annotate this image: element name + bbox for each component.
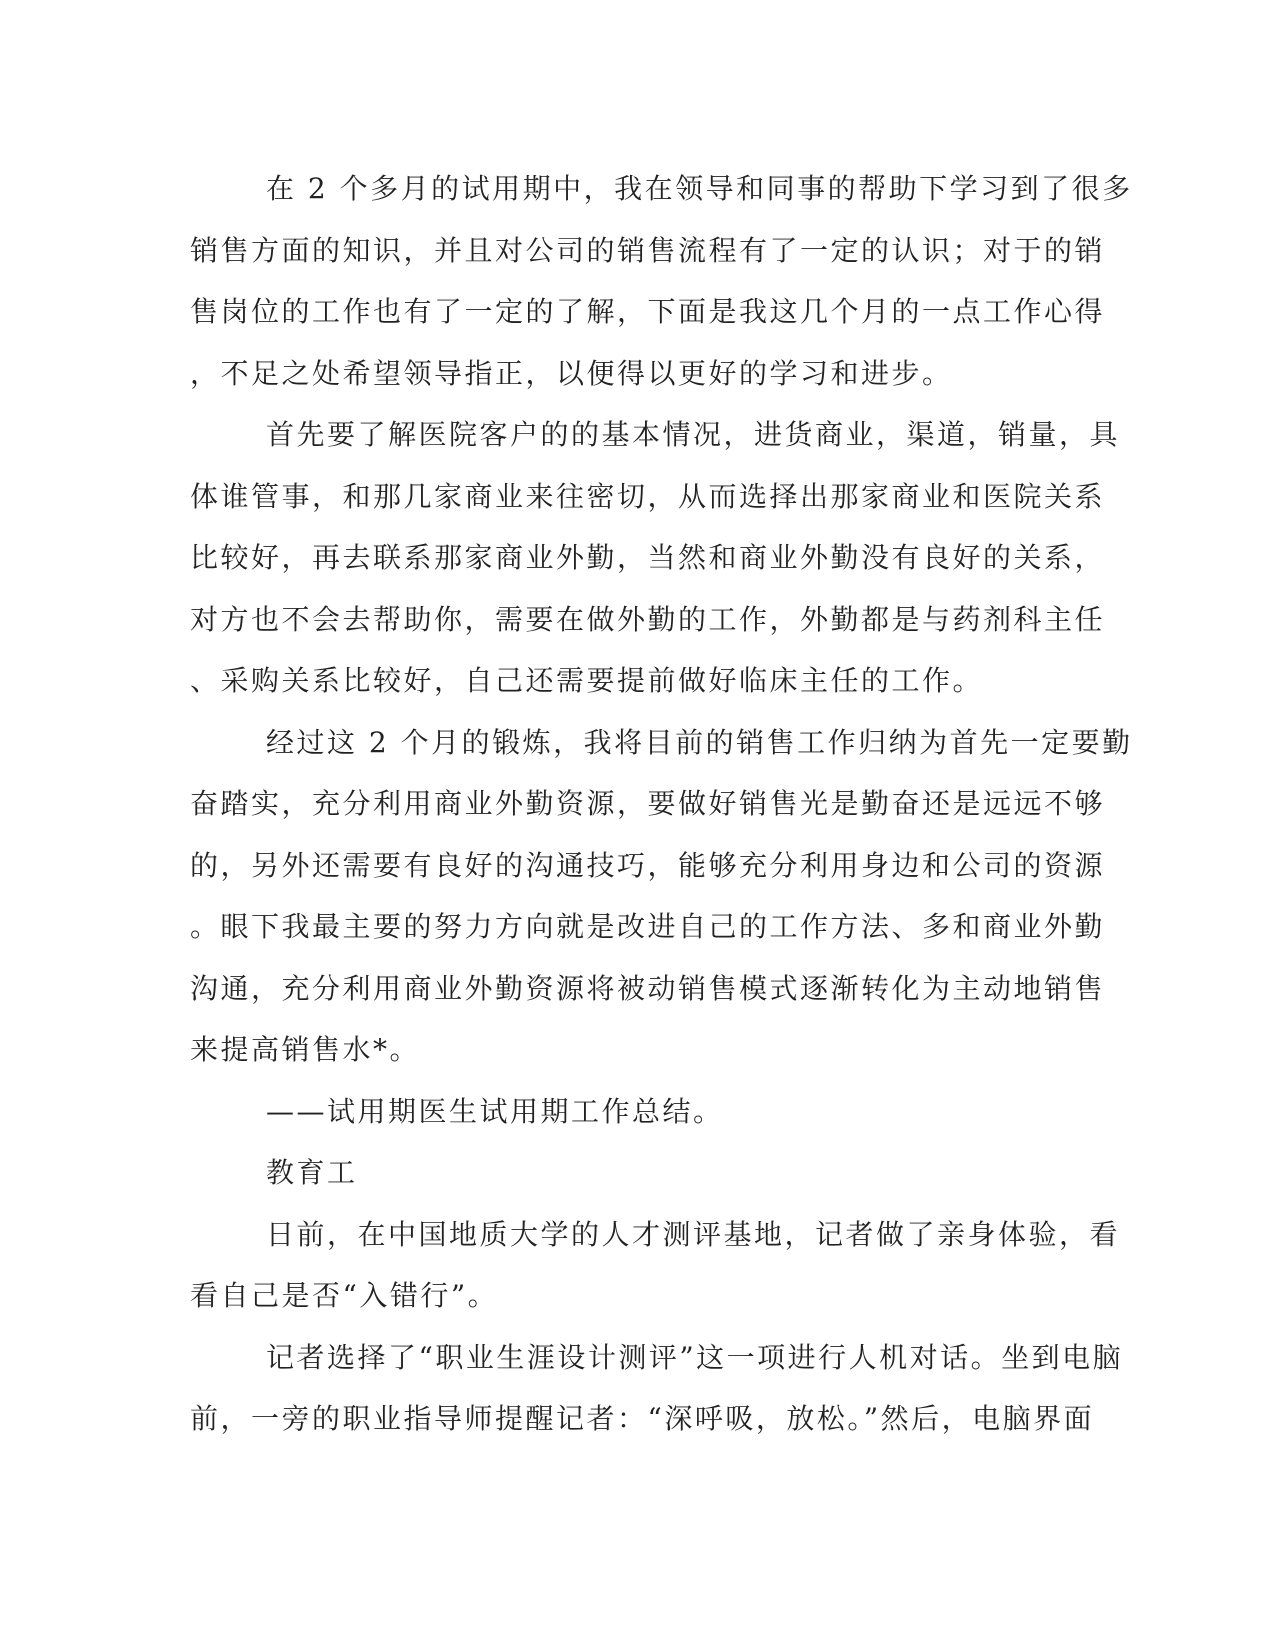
document-body — [190, 158, 1133, 1450]
text-line: 的，另外还需要有良好的沟通技巧，能够充分利用身边和公司的资源 — [190, 848, 1106, 882]
text-line: 首先要了解医院客户的的基本情况，进货商业，渠道，销量，具 — [266, 418, 1121, 451]
text-line: 比较好，再去联系那家商业外勤，当然和商业外勤没有良好的关系， — [190, 541, 1106, 574]
text-line: 经过这 2 个月的锻炼，我将目前的销售工作归纳为首先一定要勤 — [266, 725, 1133, 759]
text-line: 沟通，充分利用商业外勤资源将被动销售模式逐渐转化为主动地销售 — [190, 971, 1106, 1005]
text-line: 看自己是否“入错行”。 — [190, 1279, 499, 1312]
text-line: ，不足之处希望领导指正，以便得以更好的学习和进步。 — [190, 356, 953, 390]
text-line: 对方也不会去帮助你，需要在做外勤的工作，外勤都是与药剂科主任 — [190, 602, 1106, 636]
text-line: 销售方面的知识，并且对公司的销售流程有了一定的认识；对于的销 — [190, 233, 1106, 267]
text-line: 来提高销售水*。 — [190, 1033, 421, 1066]
text-line: 前，一旁的职业指导师提醒记者：“深呼吸，放松。”然后，电脑界面 — [190, 1402, 1095, 1435]
text-line: 体谁管事，和那几家商业来往密切，从而选择出那家商业和医院关系 — [190, 479, 1106, 513]
text-line: 日前，在中国地质大学的人才测评基地，记者做了亲身体验，看 — [266, 1217, 1121, 1251]
text-line: ——试用期医生试用期工作总结。 — [266, 1094, 724, 1128]
text-line: 。眼下我最主要的努力方向就是改进自己的工作方法、多和商业外勤 — [190, 910, 1106, 943]
text-line: 教育工 — [266, 1156, 358, 1189]
text-line: 、采购关系比较好，自己还需要提前做好临床主任的工作。 — [190, 664, 984, 697]
text-line: 记者选择了“职业生涯设计测评”这一项进行人机对话。坐到电脑 — [266, 1340, 1124, 1374]
text-line: 在 2 个多月的试用期中，我在领导和同事的帮助下学习到了很多 — [266, 172, 1133, 205]
text-line: 奋踏实，充分利用商业外勤资源，要做好销售光是勤奋还是远远不够 — [190, 787, 1106, 820]
text-line: 售岗位的工作也有了一定的了解，下面是我这几个月的一点工作心得 — [190, 295, 1106, 328]
